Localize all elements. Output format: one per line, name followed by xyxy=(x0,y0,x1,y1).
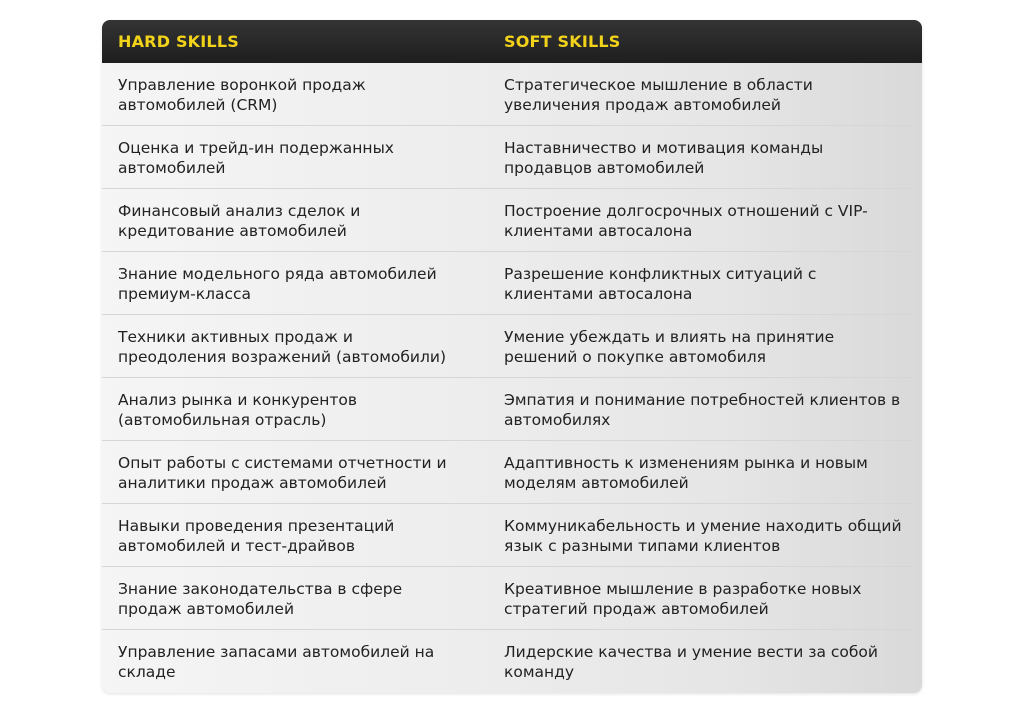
table-header xyxy=(102,20,922,63)
hard-skill-cell: Знание модельного ряда автомобилей премиум-класса xyxy=(118,265,437,303)
table-row xyxy=(102,378,912,441)
skills-table xyxy=(102,20,922,693)
soft-skill-cell: Стратегическое мышление в области увеличения продаж автомобилей xyxy=(504,76,813,114)
soft-skill-cell: Эмпатия и понимание потребностей клиентов в автомобилях xyxy=(504,391,901,429)
hard-skill-cell: Опыт работы с системами отчетности и аналитики продаж автомобилей xyxy=(118,454,447,492)
soft-skill-cell: Коммуникабельность и умение находить общий язык с разными типами клиентов xyxy=(504,517,902,555)
soft-skill-cell: Лидерские качества и умение вести за собой команду xyxy=(504,643,878,681)
hard-skill-cell: Оценка и трейд-ин подержанных автомобилей xyxy=(118,139,394,177)
table-row xyxy=(102,441,912,504)
hard-skill-cell: Управление воронкой продаж автомобилей (CRM) xyxy=(118,76,366,114)
table-row xyxy=(102,189,912,252)
hard-skill-cell: Техники активных продаж и преодоления возражений (автомобили) xyxy=(118,328,447,366)
table-row xyxy=(102,252,912,315)
table-row xyxy=(102,630,912,693)
hard-skill-cell: Навыки проведения презентаций автомобилей и тест-драйвов xyxy=(118,517,395,555)
hard-skill-cell: Финансовый анализ сделок и кредитование автомобилей xyxy=(118,202,361,240)
soft-skill-cell: Разрешение конфликтных ситуаций с клиентами автосалона xyxy=(504,265,817,303)
hard-skill-cell: Управление запасами автомобилей на складе xyxy=(118,643,435,681)
hard-skill-cell: Знание законодательства в сфере продаж автомобилей xyxy=(118,580,403,618)
table-row xyxy=(102,315,912,378)
table-row xyxy=(102,567,912,630)
soft-skill-cell: Креативное мышление в разработке новых стратегий продаж автомобилей xyxy=(504,580,862,618)
header-soft-skills: SOFT SKILLS xyxy=(504,32,621,51)
table-body xyxy=(102,63,922,693)
soft-skill-cell: Адаптивность к изменениям рынка и новым моделям автомобилей xyxy=(504,454,868,492)
header-hard-skills: HARD SKILLS xyxy=(118,32,239,51)
table-row xyxy=(102,126,912,189)
table-row xyxy=(102,504,912,567)
soft-skill-cell: Построение долгосрочных отношений с VIP-клиентами автосалона xyxy=(504,202,868,240)
table-row xyxy=(102,63,912,126)
soft-skill-cell: Наставничество и мотивация команды продавцов автомобилей xyxy=(504,139,824,177)
soft-skill-cell: Умение убеждать и влиять на принятие решений о покупке автомобиля xyxy=(504,328,835,366)
hard-skill-cell: Анализ рынка и конкурентов (автомобильная отрасль) xyxy=(118,391,358,429)
